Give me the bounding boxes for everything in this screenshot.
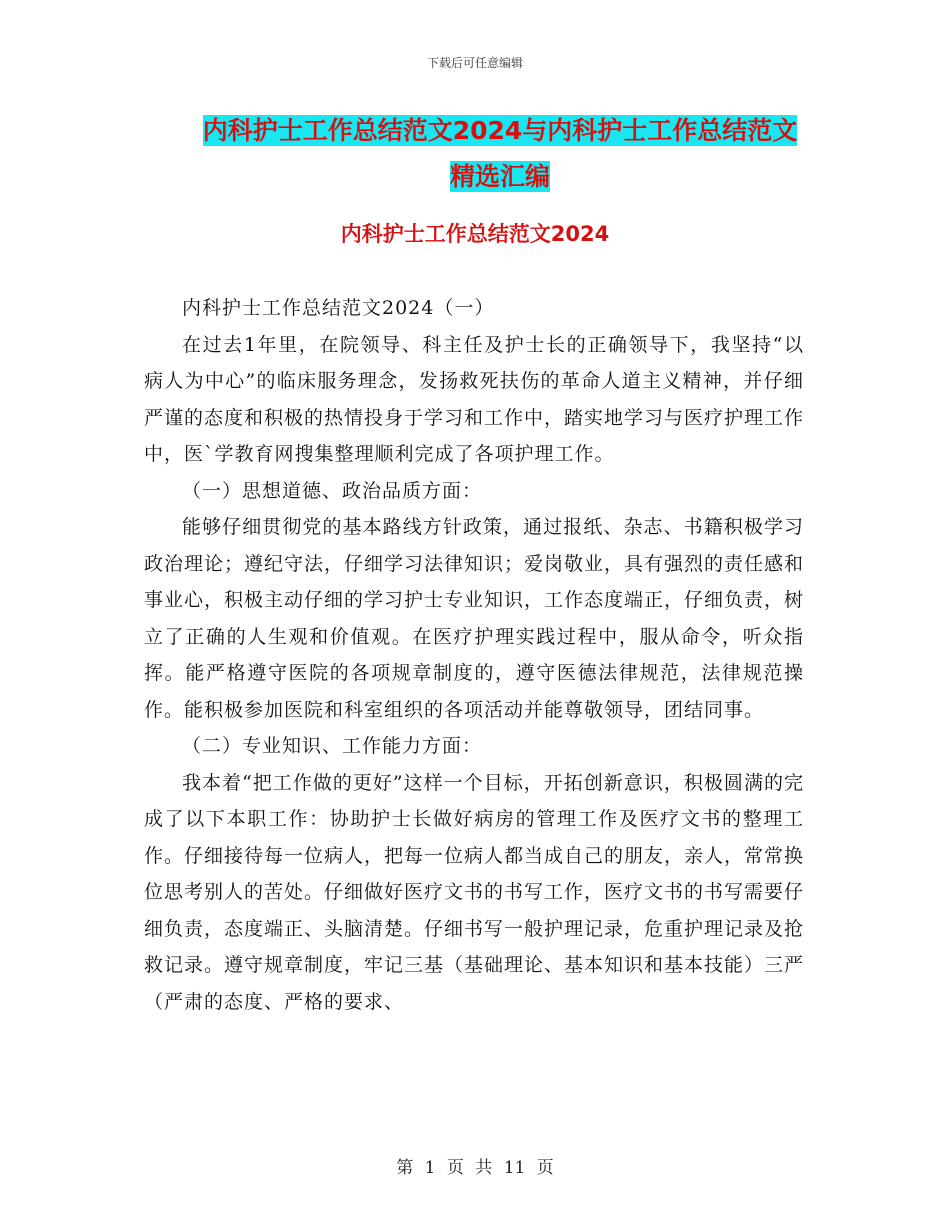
paragraph-ethics: 能够仔细贯彻党的基本路线方针政策，通过报纸、杂志、书籍积极学习政治理论；遵纪守法，仔细学习法律知识；爱岗敬业，具有强烈的责任感和事业心，积极主动仔细的学习护士专业知识，工作态度端正，仔细负责，树立了正确的人生观和价值观。在医疗护理实践过程中，服从命令，听众指挥。能严格遵守医院的各项规章制度的，遵守医德法律规范，法律规范操作。能积极参加医院和科室组织的各项活动并能尊敬领导，团结同事。 — [144, 516, 805, 721]
paragraph-intro: 在过去1年里，在院领导、科主任及护士长的正确领导下，我坚持“以病人为中心”的临床服务理念，发扬救死扶伤的革命人道主义精神，并仔细严谨的态度和积极的热情投身于学习和工作中，踏实地学习与医疗护理工作中，医`学教育网搜集整理顺利完成了各项护理工作。 — [144, 333, 805, 465]
main-title-line-2: 精选汇编 — [449, 162, 550, 191]
section-title: 内科护士工作总结范文2024 — [340, 222, 610, 246]
document-body — [144, 290, 804, 1020]
header-note: 下载后可任意编辑 — [426, 56, 523, 70]
paragraph-subtitle: 内科护士工作总结范文2024（一） — [182, 297, 495, 319]
main-title-line-1: 内科护士工作总结范文2024与内科护士工作总结范文 — [202, 116, 798, 145]
paragraph-skills: 我本着“把工作做的更好”这样一个目标，开拓创新意识，积极圆满的完成了以下本职工作：协助护士长做好病房的管理工作及医疗文书的整理工作。仔细接待每一位病人，把每一位病人都当成自己的朋友，亲人，常常换位思考别人的苦处。仔细做好医疗文书的书写工作，医疗文书的书写需要仔细负责，态度端正、头脑清楚。仔细书写一般护理记录，危重护理记录及抢救记录。遵守规章制度，牢记三基（基础理论、基本知识和基本技能）三严（严肃的态度、严格的要求、 — [144, 771, 805, 1013]
paragraph-heading-1: （一）思想道德、政治品质方面： — [182, 479, 483, 502]
paragraph-heading-2: （二）专业知识、工作能力方面： — [182, 735, 483, 757]
page-footer: 第 1 页 共 11 页 — [396, 1158, 554, 1178]
main-title — [140, 108, 860, 200]
